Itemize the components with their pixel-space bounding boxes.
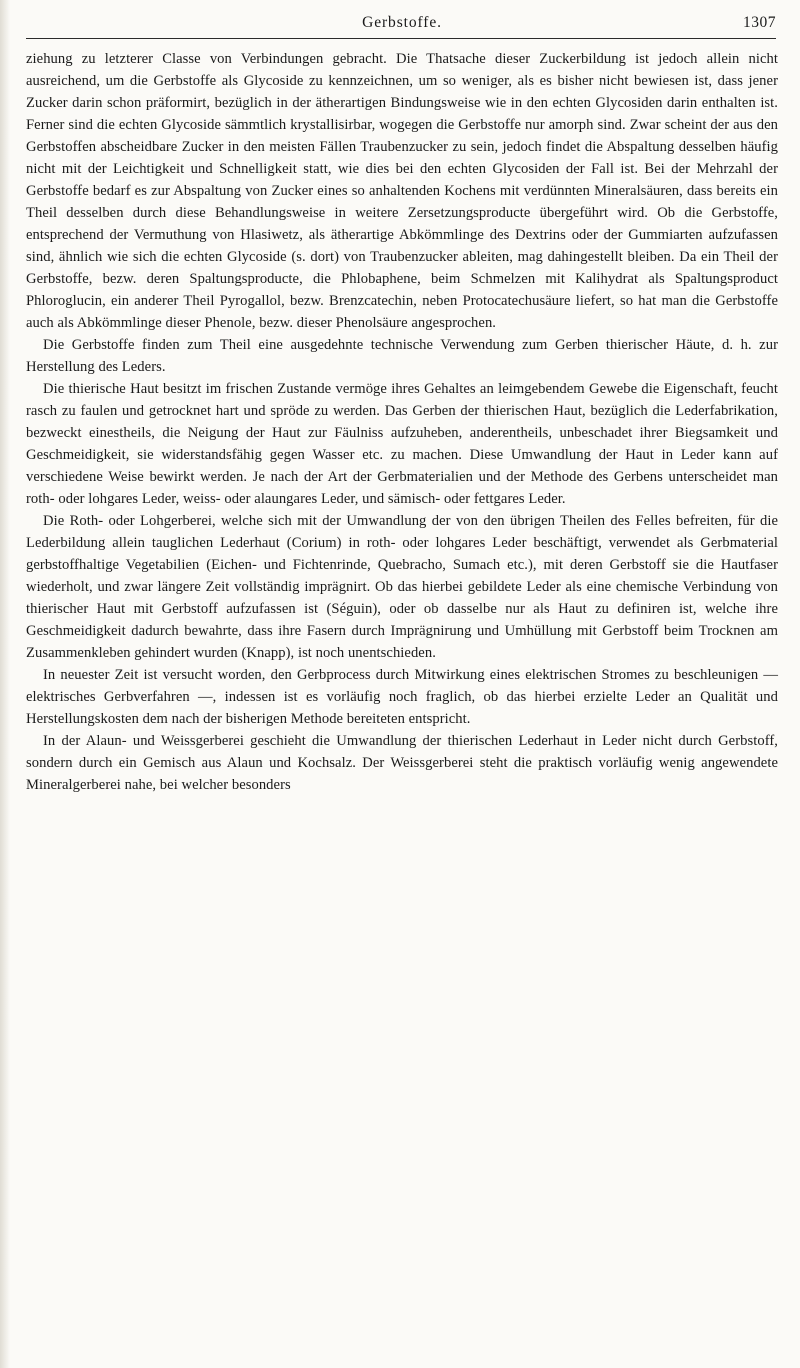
page-body bbox=[26, 48, 778, 796]
paragraph-2: Die Gerbstoffe finden zum Theil eine ausgedehnte technische Verwendung zum Gerben thierischer Häute, d. h. zur Herstellung des Leders. bbox=[26, 337, 778, 375]
paragraph-3: Die thierische Haut besitzt im frischen Zustande vermöge ihres Gehaltes an leimgebendem Gewebe die Eigenschaft, feucht rasch zu faulen und getrocknet hart und spröde zu werden. Das Gerben der thierischen Haut, bezüglich die Lederfabrikation, bezweckt einestheils, die Neigung der Haut zur Fäulniss aufzuheben, anderentheils, unbeschadet ihrer Biegsamkeit und Geschmeidigkeit, sie widerstandsfähig gegen Wasser etc. zu machen. Diese Umwandlung der Haut in Leder kann auf verschiedene Weise bewirkt werden. Je nach der Art der Gerbmaterialien und der Methode des Gerbens unterscheidet man roth- oder lohgares Leder, weiss- oder alaungares Leder, und sämisch- oder fettgares Leder. bbox=[26, 381, 778, 507]
paragraph-5: In neuester Zeit ist versucht worden, den Gerbprocess durch Mitwirkung eines elektrischen Stromes zu beschleunigen — elektrisches Gerbverfahren —, indessen ist es vorläufig noch fraglich, ob das hierbei erzielte Leder an Qualität und Herstellungskosten dem nach der bisherigen Methode bereiteten entspricht. bbox=[26, 667, 778, 727]
paragraph-1: ziehung zu letzterer Classe von Verbindungen gebracht. Die Thatsache dieser Zuckerbildung ist jedoch allein nicht ausreichend, um die Gerbstoffe als Glycoside zu kennzeichnen, um so weniger, als es bisher nicht bewiesen ist, dass jener Zucker darin schon präformirt, bezüglich in der ätherartigen Bindungsweise wie in den echten Glycosiden darin enthalten ist. Ferner sind die echten Glycoside sämmtlich krystallisirbar, wogegen die Gerbstoffe nur amorph sind. Zwar scheint der aus den Gerbstoffen abscheidbare Zucker in den meisten Fällen Traubenzucker zu sein, jedoch findet die Abspaltung desselben häufig nicht mit der Leichtigkeit und Schnelligkeit statt, wie dies bei den echten Glycosiden der Fall ist. Bei der Mehrzahl der Gerbstoffe bedarf es zur Abspaltung von Zucker eines so anhaltenden Kochens mit verdünnten Mineralsäuren, dass bereits ein Theil desselben durch diese Behandlungsweise in weitere Zersetzungsproducte übergeführt wird. Ob die Gerbstoffe, entsprechend der Vermuthung von Hlasiwetz, als ätherartige Abkömmlinge des Dextrins oder der Gummiarten aufzufassen sind, ähnlich wie sich die echten Glycoside (s. dort) von Traubenzucker ableiten, mag dahingestellt bleiben. Da ein Theil der Gerbstoffe, bezw. deren Spaltungsproducte, die Phlobaphene, beim Schmelzen mit Kalihydrat als Spaltungsproduct Phloroglucin, ein anderer Theil Pyrogallol, bezw. Brenzcatechin, neben Protocatechusäure liefert, so hat man die Gerbstoffe auch als Abkömmlinge dieser Phenole, bezw. dieser Phenolsäure angesprochen. bbox=[26, 51, 778, 331]
header-rule bbox=[26, 38, 776, 39]
page-number: 1307 bbox=[743, 14, 776, 31]
paragraph-6: In der Alaun- und Weissgerberei geschieht die Umwandlung der thierischen Lederhaut in Leder nicht durch Gerbstoff, sondern durch ein Gemisch aus Alaun und Kochsalz. Der Weissgerberei steht die praktisch vorläufig wenig angewendete Mineralgerberei nahe, bei welcher besonders bbox=[26, 733, 778, 793]
page-edge-shadow bbox=[0, 0, 10, 1368]
paragraph-4: Die Roth- oder Lohgerberei, welche sich mit der Umwandlung der von den übrigen Theilen des Felles befreiten, für die Lederbildung allein tauglichen Lederhaut (Corium) in roth- oder lohgares Leder beschäftigt, verwendet als Gerbmaterial gerbstoffhaltige Vegetabilien (Eichen- und Fichtenrinde, Quebracho, Sumach etc.), mit deren Gerbstoff sie die Hautfaser wiederholt, und zwar längere Zeit vollständig imprägnirt. Ob das hierbei gebildete Leder als eine chemische Verbindung von thierischer Haut mit Gerbstoff aufzufassen ist (Séguin), oder ob dasselbe nur als Haut zu definiren ist, welche ihre Geschmeidigkeit dadurch bewahrte, dass ihre Fasern durch Imprägnirung und Umhüllung mit Gerbstoff beim Trocknen am Zusammenkleben gehindert wurden (Knapp), ist noch unentschieden. bbox=[26, 513, 778, 661]
page-header bbox=[28, 14, 776, 36]
running-title: Gerbstoffe. bbox=[362, 14, 442, 31]
